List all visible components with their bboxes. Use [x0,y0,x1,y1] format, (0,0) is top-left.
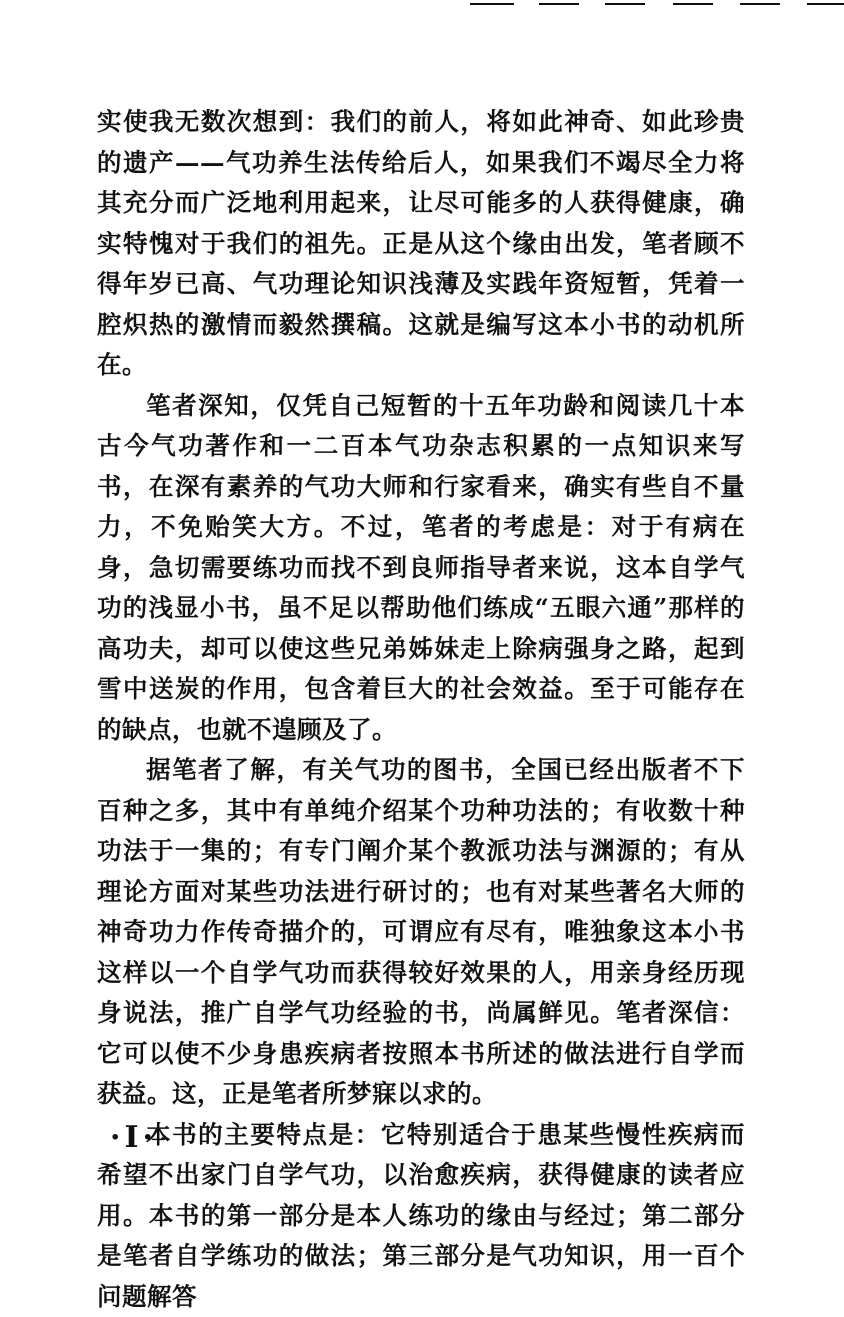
paragraph-4: 本书的主要特点是：它特别适合于患某些慢性疾病而希望不出家门自学气功，以治愈疾病，获得健康的读者应用。本书的第一部分是本人练功的缘由与经过；第二部分是笔者自学练功的做法；第三部分是气功知识，用一百个问题解答 [97,1115,745,1317]
paragraph-1: 实使我无数次想到：我们的前人，将如此神奇、如此珍贵的遗产——气功养生法传给后人，如果我们不竭尽全力将其充分而广泛地利用起来，让尽可能多的人获得健康，确实特愧对于我们的祖先。正是从这个缘由出发，笔者顾不得年岁已高、气功理论知识浅薄及实践年资短暂，凭着一腔炽热的激情而毅然撰稿。这就是编写这本小书的动机所在。 [97,102,745,386]
header-rule-4 [673,3,713,5]
header-rule-6 [807,3,844,5]
header-rule-3 [605,3,645,5]
header-rule-2 [539,3,579,5]
top-header-rules [455,0,844,10]
paragraph-3: 据笔者了解，有关气功的图书，全国已经出版者不下百种之多，其中有单纯介绍某个功种功法的；有收数十种功法于一集的；有专门阐介某个教派功法与渊源的；有从理论方面对某些功法进行研讨的；也有对某些著名大师的神奇功力作传奇描介的，可谓应有尽有，唯独象这本小书这样以一个自学气功而获得较好效果的人，用亲身经历现身说法，推广自学气功经验的书，尚属鲜见。笔者深信：它可以使不少身患疾病者按照本书所述的做法进行自学而获益。这，正是笔者所梦寐以求的。 [97,750,745,1115]
paragraph-2: 笔者深知，仅凭自己短暂的十五年功龄和阅读几十本古今气功著作和一二百本气功杂志积累的一点知识来写书，在深有素养的气功大师和行家看来，确实有些自不量力，不免贻笑大方。不过，笔者的考虑是：对于有病在身，急切需要练功而找不到良师指导者来说，这本自学气功的浅显小书，虽不足以帮助他们练成“五眼六通”那样的高功夫，却可以使这些兄弟姊妹走上除病强身之路，起到雪中送炭的作用，包含着巨大的社会效益。至于可能存在的缺点，也就不遑顾及了。 [97,386,745,751]
header-rule-5 [740,3,780,5]
page-number: ·I· [110,1120,157,1155]
header-rule-1 [470,3,514,5]
page-body [97,102,745,1317]
